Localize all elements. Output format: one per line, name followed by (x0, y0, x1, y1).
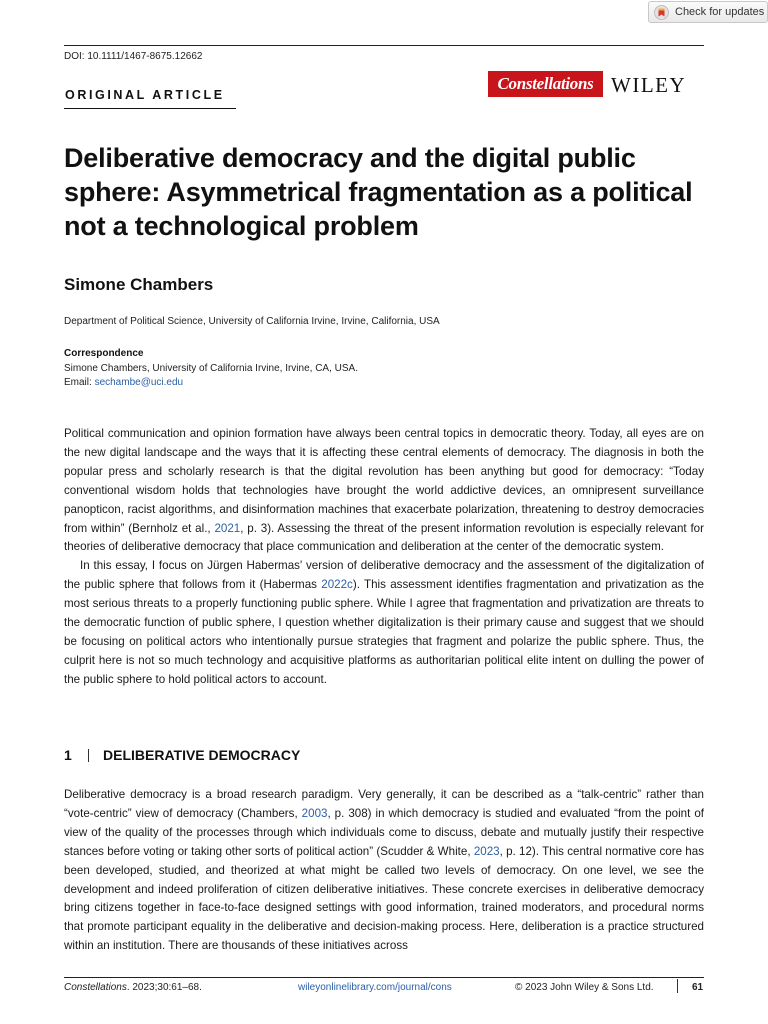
footer-rule (64, 977, 704, 978)
section-title: DELIBERATIVE DEMOCRACY (103, 747, 301, 763)
page-number: 61 (692, 982, 704, 993)
citation-link[interactable]: 2003 (301, 806, 328, 820)
section-divider (88, 749, 89, 762)
doi: DOI: 10.1111/1467-8675.12662 (64, 51, 203, 62)
footer-journal-name: Constellations (64, 982, 127, 993)
section-heading (64, 747, 300, 763)
citation-link[interactable]: 2021 (214, 521, 241, 535)
check-updates-label: Check for updates (675, 6, 765, 18)
journal-logo (488, 71, 603, 97)
article-type: ORIGINAL ARTICLE (65, 88, 225, 102)
header-rule (64, 45, 704, 46)
correspondence-email-line (64, 377, 183, 388)
footer-url-link[interactable]: wileyonlinelibrary.com/journal/cons (298, 982, 452, 993)
footer-volume: . 2023;30:61–68. (126, 982, 202, 993)
intro-paragraph-2: In this essay, I focus on Jürgen Habermas' version of deliberative democracy and the assessment of the digitalization of the public sphere that follows from it (Habermas 2022c). This assessment identifies fragmentation and privatization as the most serious threats to a properly functioning public sphere. While I agree that fragmentation and privatization are threats to the democratic function of public sphere, I question whether digitalization is their primary cause and suggest that we should be focusing on political actors who intentionally pursue strategies that fragment and polarize the public sphere. Thus, the culprit here is not so much technology and acquisitive platforms as authoritarian political elite intent on dulling the power of the public sphere to hold political actors to account. (64, 559, 705, 686)
journal-logo-text: Constellations (497, 74, 594, 93)
section-1-text (64, 786, 704, 956)
footer-copyright: © 2023 John Wiley & Sons Ltd. (515, 982, 654, 993)
intro-text (64, 425, 704, 690)
section-1-paragraph-1: Deliberative democracy is a broad research paradigm. Very generally, it can be described as a “talk-centric” rather than “vote-centric” view of democracy (Chambers, 2003, p. 308) in which democracy is studied and evaluated “from the point of view of the quality of the processes through which individuals come to discuss, debate and mutually justify their respective stances before voting or taking other sorts of political action” (Scudder & White, 2023, p. 12). This central normative core has been developed, studied, and theorized at what might be called two levels of democracy. On one level, we see the development and indeed proliferation of citizen deliberative initiatives. These concrete exercises in deliberative democracy bring citizens together in face-to-face designed settings with good information, trained moderators, and procedural norms that promote participant equality in the deliberative and decision-making process. Here, deliberation is a practice structured within an institution. There are thousands of these initiatives across (64, 788, 705, 953)
article-title: Deliberative democracy and the digital public sphere: Asymmetrical fragmentation as a political not a technological problem (64, 143, 693, 241)
publisher-logo: WILEY (611, 73, 687, 97)
article-type-underline (64, 108, 236, 109)
citation-link[interactable]: 2023 (473, 844, 500, 858)
correspondence-address: Simone Chambers, University of California Irvine, Irvine, CA, USA. (64, 363, 358, 374)
footer-citation (64, 982, 202, 993)
footer-separator (677, 979, 678, 993)
author-name: Simone Chambers (64, 275, 214, 294)
intro-paragraph-1: Political communication and opinion formation have always been central topics in democratic theory. Today, all eyes are on the new digital landscape and the ways that it is affecting these central elements of democracy. The diagnosis in both the popular press and scholarly research is that the digital revolution has been anything but good for democracy: “Today conventional wisdom holds that technologies have brought the world addictive devices, an omnipresent surveillance panopticon, racist algorithms, and disinformation machines that exacerbate polarization, threatening to destroy democracies from within” (Bernholz et al., 2021, p. 3). Assessing the threat of the present information revolution is especially relevant for theories of deliberative democracy that place communication and deliberation at the center of the democratic system. (64, 427, 704, 554)
email-label: Email: (64, 377, 95, 388)
author-affiliation: Department of Political Science, University of California Irvine, Irvine, California, USA (64, 316, 440, 327)
section-number: 1 (64, 747, 72, 763)
citation-link[interactable]: 2022c (321, 578, 353, 592)
check-updates-icon (654, 5, 669, 20)
check-for-updates-button[interactable] (648, 1, 768, 23)
email-link[interactable]: sechambe@uci.edu (94, 377, 184, 388)
correspondence-heading: Correspondence (64, 348, 144, 359)
